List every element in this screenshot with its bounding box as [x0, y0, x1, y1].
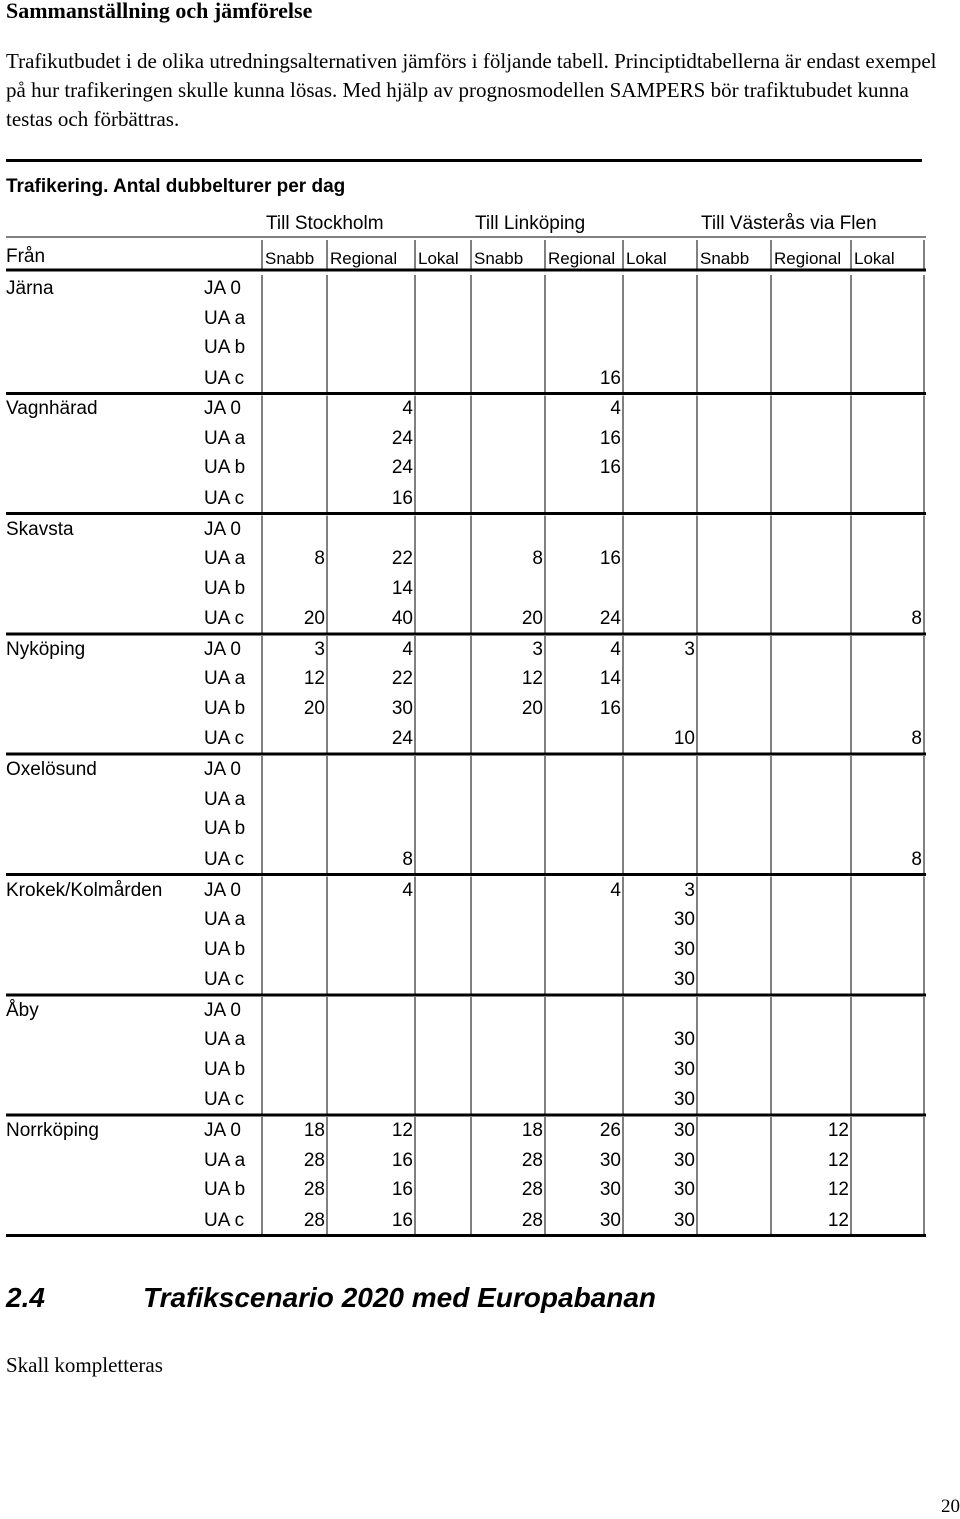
table-cell: 28: [521, 1149, 543, 1171]
from-station: Krokek/Kolmården: [6, 879, 163, 901]
column-header: Snabb: [474, 249, 524, 268]
table-cell: 14: [599, 668, 621, 690]
alternative-label: UA b: [204, 938, 246, 960]
table-cell: 20: [303, 697, 325, 719]
table-cell: 4: [402, 879, 413, 901]
alternative-label: UA b: [204, 697, 246, 719]
table-cell: 16: [391, 1209, 413, 1231]
column-header: Snabb: [700, 249, 750, 268]
table-cell: 30: [673, 938, 695, 960]
table-cell: 8: [532, 548, 543, 570]
alternative-label: JA 0: [204, 518, 241, 540]
table-cell: 16: [599, 697, 621, 719]
column-header: Snabb: [265, 249, 315, 268]
table-cell: 12: [827, 1120, 849, 1142]
table-cell: 10: [673, 728, 695, 750]
alternative-label: UA a: [204, 307, 246, 329]
table-cell: 40: [391, 608, 413, 630]
table-cell: 18: [303, 1120, 325, 1142]
intro-paragraph: Trafikutbudet i de olika utredningsalternativen jämförs i följande tabell. Principtidtabellerna är endast exempel på hur trafikeringen skulle kunna lösas. Med hjälp av prognosmodellen SAMPERS bör trafiktubudet kunna testas och förbättras.: [6, 49, 937, 131]
alternative-label: UA a: [204, 1149, 246, 1171]
table-cell: 30: [673, 1149, 695, 1171]
note-text: Skall kompletteras: [6, 1353, 163, 1377]
table-cell: 3: [684, 638, 695, 660]
table-cell: 22: [391, 548, 413, 570]
alternative-label: UA b: [204, 337, 246, 358]
table-cell: 20: [521, 697, 543, 719]
alternative-label: UA c: [204, 969, 245, 990]
subsection-number: 2.4: [6, 1282, 45, 1313]
destination-header: Till Linköping: [475, 213, 586, 234]
table-cell: 20: [303, 608, 325, 630]
alternative-label: JA 0: [204, 999, 241, 1021]
table-cell: 30: [673, 1089, 695, 1111]
table-cell: 3: [684, 879, 695, 901]
subsection-heading: [6, 1282, 656, 1314]
table-cell: 8: [314, 548, 325, 570]
table-cell: 14: [391, 577, 413, 599]
table-cell: 8: [911, 728, 922, 750]
table-cell: 24: [391, 457, 413, 479]
table-cell: 28: [521, 1179, 543, 1201]
column-header: Regional: [330, 249, 398, 268]
table-cell: 24: [391, 728, 413, 750]
alternative-label: UA c: [204, 728, 245, 750]
alternative-label: UA a: [204, 788, 246, 810]
table-cell: 30: [599, 1179, 621, 1201]
table-cell: 28: [521, 1209, 543, 1231]
table-cell: 30: [673, 1058, 695, 1080]
table-cell: 3: [532, 638, 543, 660]
alternative-label: UA b: [204, 577, 246, 599]
from-station: Oxelösund: [6, 759, 97, 781]
table-cell: 8: [402, 848, 413, 870]
from-station: Nyköping: [6, 638, 86, 660]
from-station: Norrköping: [6, 1120, 99, 1142]
table-cell: 12: [303, 668, 325, 690]
table-cell: 30: [673, 909, 695, 930]
table-cell: 8: [911, 848, 922, 870]
table-cell: 30: [599, 1209, 621, 1231]
table-cell: 8: [911, 608, 922, 630]
table-cell: 20: [521, 608, 543, 630]
alternative-label: UA a: [204, 548, 246, 570]
table-cell: 24: [391, 427, 413, 449]
table-cell: 22: [391, 668, 413, 690]
table-cell: 18: [521, 1120, 543, 1142]
from-station: Åby: [6, 999, 39, 1021]
table-cell: 16: [599, 548, 621, 570]
alternative-label: UA a: [204, 427, 246, 449]
table-cell: 30: [673, 1209, 695, 1231]
alternative-label: UA b: [204, 457, 246, 479]
table-cell: 28: [303, 1149, 325, 1171]
alternative-label: UA a: [204, 668, 246, 690]
from-station: Vagnhärad: [6, 398, 98, 420]
table-cell: 30: [673, 969, 695, 990]
alternative-label: UA c: [204, 487, 245, 509]
alternative-label: JA 0: [204, 1120, 241, 1142]
alternative-label: UA c: [204, 1089, 245, 1111]
table-cell: 16: [391, 1179, 413, 1201]
table-cell: 4: [402, 638, 413, 660]
alternative-label: JA 0: [204, 759, 241, 781]
alternative-label: UA c: [204, 608, 245, 630]
table-cell: 16: [599, 457, 621, 479]
alternative-label: JA 0: [204, 278, 241, 299]
page-number: 20: [941, 1496, 960, 1517]
table-cell: 16: [391, 487, 413, 509]
table-cell: 16: [599, 427, 621, 449]
alternative-label: JA 0: [204, 398, 241, 420]
table-cell: 4: [610, 398, 621, 420]
table-cell: 12: [827, 1149, 849, 1171]
column-header: Lokal: [418, 249, 459, 268]
column-header: Lokal: [626, 249, 667, 268]
table-cell: 28: [303, 1209, 325, 1231]
table-cell: 16: [599, 367, 621, 389]
from-station: Skavsta: [6, 518, 74, 540]
alternative-label: UA b: [204, 1179, 246, 1201]
alternative-label: UA c: [204, 848, 245, 870]
alternative-label: UA b: [204, 1058, 246, 1080]
column-header: Lokal: [854, 249, 895, 268]
table-cell: 30: [599, 1149, 621, 1171]
table-cell: 4: [610, 879, 621, 901]
table-cell: 30: [673, 1029, 695, 1051]
column-header: Regional: [774, 249, 842, 268]
table-cell: 4: [402, 398, 413, 420]
from-header: Från: [6, 246, 46, 267]
from-station: Järna: [6, 278, 54, 299]
table-cell: 3: [314, 638, 325, 660]
alternative-label: JA 0: [204, 879, 241, 901]
table-cell: 26: [599, 1120, 621, 1142]
section-heading: Sammanställning och jämförelse: [6, 0, 313, 23]
alternative-label: UA c: [204, 1209, 245, 1231]
alternative-label: UA a: [204, 909, 246, 930]
alternative-label: UA c: [204, 367, 245, 389]
table-cell: 30: [673, 1120, 695, 1142]
table-cell: 12: [827, 1209, 849, 1231]
table-cell: 4: [610, 638, 621, 660]
table-cell: 16: [391, 1149, 413, 1171]
table-cell: 12: [521, 668, 543, 690]
table-title: Trafikering. Antal dubbelturer per dag: [6, 176, 346, 197]
table-cell: 12: [391, 1120, 413, 1142]
alternative-label: UA b: [204, 818, 246, 840]
destination-header: Till Västerås via Flen: [701, 213, 877, 234]
alternative-label: JA 0: [204, 638, 241, 660]
table-cell: 30: [391, 697, 413, 719]
table-cell: 28: [303, 1179, 325, 1201]
alternative-label: UA a: [204, 1029, 246, 1051]
subsection-title: Trafikscenario 2020 med Europabanan: [143, 1282, 657, 1313]
table-cell: 12: [827, 1179, 849, 1201]
destination-header: Till Stockholm: [266, 213, 384, 234]
column-header: Regional: [548, 249, 616, 268]
table-cell: 30: [673, 1179, 695, 1201]
table-cell: 24: [599, 608, 621, 630]
